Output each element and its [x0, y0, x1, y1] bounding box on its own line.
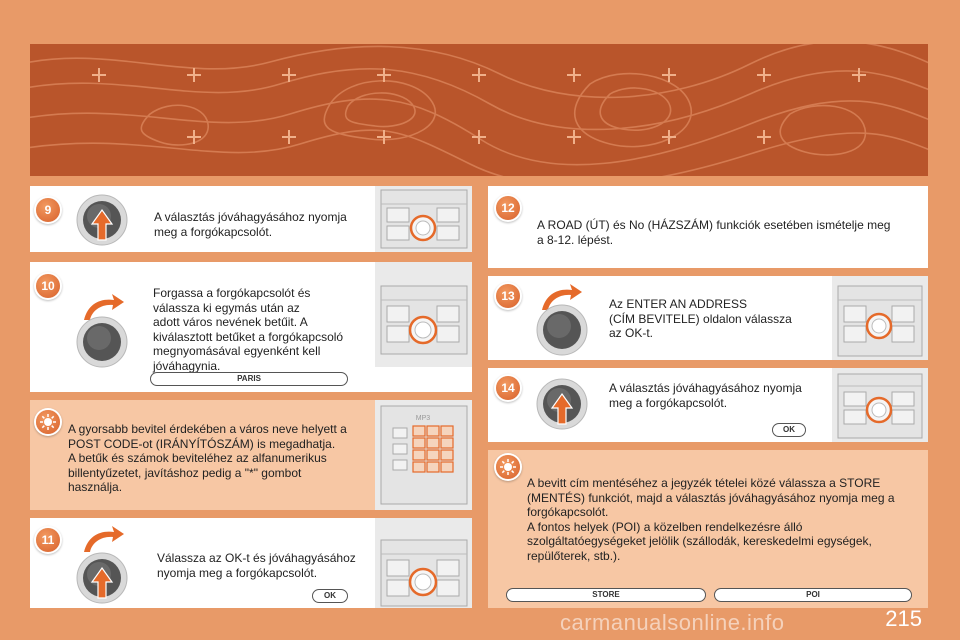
- sun-tip-icon: [36, 410, 60, 434]
- store-button[interactable]: STORE: [506, 588, 706, 602]
- poi-button[interactable]: POI: [714, 588, 912, 602]
- step-11-badge: 11: [36, 528, 60, 552]
- step-12-badge: 12: [496, 196, 520, 220]
- step-13-badge: 13: [496, 284, 520, 308]
- keypad-mp3-label: MP3: [415, 415, 431, 422]
- radio-panel-step-13: [832, 276, 928, 360]
- step-10-badge: 10: [36, 274, 60, 298]
- step-14-badge: 14: [496, 376, 520, 400]
- header-banner: [30, 44, 928, 176]
- sun-tip-icon: [496, 455, 520, 479]
- tip-1-text: A gyorsabb bevitel érdekében a város neve helyett a POST CODE-ot (IRÁNYÍTÓSZÁM) is megadhatja. A betűk és számok beviteléhez az alfanumerikus billentyűzetet, javításhoz pedig a "*" gombot használja.: [68, 422, 347, 494]
- keypad-panel: [375, 400, 472, 510]
- step-10-text: Forgassa a forgókapcsolót és válassza ki egymás után az adott város nevének betűit. A kiválasztott betűket a forgókapcsoló megnyomásával egyenként kell jóváhagynia.: [153, 286, 344, 373]
- paris-button[interactable]: PARIS: [150, 372, 348, 386]
- step-14-text: A választás jóváhagyásához nyomja meg a forgókapcsolót.: [609, 381, 802, 410]
- radio-panel-step-9: [375, 186, 472, 252]
- rotary-knob-press-icon: [76, 194, 128, 246]
- radio-panel-step-14: [832, 368, 928, 442]
- rotary-knob-icon: [76, 316, 128, 368]
- step-11-text: Válassza az OK-t és jóváhagyásához nyomja meg a forgókapcsolót.: [157, 551, 356, 580]
- tip-2-text: A bevitt cím mentéséhez a jegyzék tételei közé válassza a STORE (MENTÉS) funkciót, majd a választás jóváhagyásához nyomja meg a forgókapcsolót. A fontos helyek (POI) a közelben rendelkezésre álló szolgáltatóegységeket jelölik (szállodák, kereskedelmi egységek, repülőterek, stb.).: [527, 476, 895, 563]
- ok-button-step-11[interactable]: OK: [312, 589, 348, 603]
- ok-button-step-14[interactable]: OK: [772, 423, 806, 437]
- step-9-text: A választás jóváhagyásához nyomja meg a forgókapcsolót.: [154, 210, 347, 239]
- step-13-text: Az ENTER AN ADDRESS (CÍM BEVITELE) oldalon válassza az OK-t.: [609, 297, 792, 340]
- radio-panel-step-11: [375, 518, 472, 608]
- radio-panel-step-10: [375, 262, 472, 367]
- step-9-badge: 9: [36, 198, 60, 222]
- page-number: 215: [885, 606, 922, 631]
- rotary-knob-press-icon: [76, 552, 128, 604]
- watermark: carmanualsonline.info: [560, 610, 785, 635]
- step-12-text: A ROAD (ÚT) és No (HÁZSZÁM) funkciók esetében ismételje meg a 8-12. lépést.: [537, 218, 891, 247]
- rotary-knob-press-icon: [536, 378, 588, 430]
- rotary-knob-icon: [536, 304, 588, 356]
- rotate-arrow-icon: [80, 524, 126, 554]
- topographic-pattern: [30, 44, 928, 176]
